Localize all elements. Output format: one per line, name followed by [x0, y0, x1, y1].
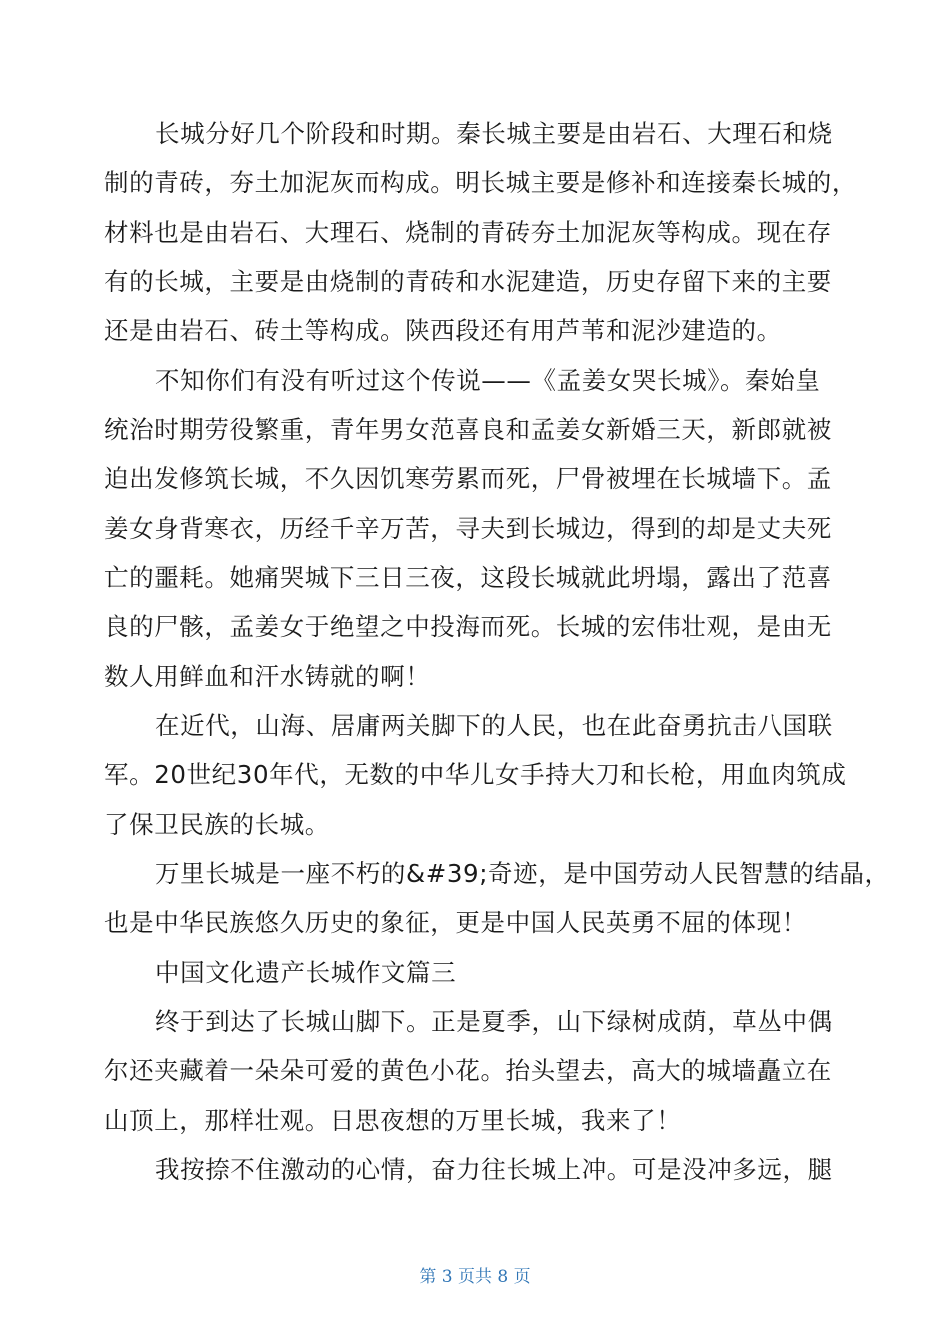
paragraph-line: 迫出发修筑长城，不久因饥寒劳累而死，尸骨被埋在长城墙下。孟 [104, 464, 832, 493]
paragraph-line: 军。20世纪30年代，无数的中华儿女手持大刀和长枪，用血肉筑成 [104, 760, 847, 789]
paragraph-line: 亡的噩耗。她痛哭城下三日三夜，这段长城就此坍塌，露出了范喜 [104, 563, 832, 592]
paragraph-line: 材料也是由岩石、大理石、烧制的青砖夯土加泥灰等构成。现在存 [104, 218, 832, 247]
paragraph-line: 也是中华民族悠久历史的象征，更是中国人民英勇不屈的体现！ [104, 908, 807, 937]
paragraph-line: 不知你们有没有听过这个传说——《孟姜女哭长城》。秦始皇 [155, 366, 821, 395]
paragraph-line: 尔还夹藏着一朵朵可爱的黄色小花。抬头望去，高大的城墙矗立在 [104, 1056, 832, 1085]
paragraph-line: 终于到达了长城山脚下。正是夏季，山下绿树成荫，草丛中偶 [155, 1007, 833, 1036]
page-number-footer: 第 3 页共 8 页 [419, 1267, 531, 1287]
paragraph-line: 山顶上，那样壮观。日思夜想的万里长城，我来了！ [104, 1106, 682, 1135]
paragraph-line: 了保卫民族的长城。 [104, 810, 330, 839]
paragraph-line: 姜女身背寒衣，历经千辛万苦，寻夫到长城边，得到的却是丈夫死 [104, 514, 832, 543]
paragraph-line: 长城分好几个阶段和时期。秦长城主要是由岩石、大理石和烧 [155, 119, 833, 148]
paragraph-line: 在近代，山海、居庸两关脚下的人民，也在此奋勇抗击八国联 [155, 711, 833, 740]
paragraph-line: 有的长城，主要是由烧制的青砖和水泥建造，历史存留下来的主要 [104, 267, 832, 296]
paragraph-line: 我按捺不住激动的心情，奋力往长城上冲。可是没冲多远，腿 [155, 1155, 833, 1184]
paragraph-line: 万里长城是一座不朽的&#39;奇迹，是中国劳动人民智慧的结晶， [155, 859, 890, 888]
section-heading: 中国文化遗产长城作文篇三 [155, 958, 457, 987]
paragraph-line: 还是由岩石、砖土等构成。陕西段还有用芦苇和泥沙建造的。 [104, 316, 782, 345]
paragraph-line: 制的青砖，夯土加泥灰而构成。明长城主要是修补和连接秦长城的， [104, 168, 857, 197]
paragraph-line: 统治时期劳役繁重，青年男女范喜良和孟姜女新婚三天，新郎就被 [104, 415, 832, 444]
paragraph-line: 良的尸骸，孟姜女于绝望之中投海而死。长城的宏伟壮观，是由无 [104, 612, 832, 641]
paragraph-line: 数人用鲜血和汗水铸就的啊！ [104, 662, 431, 691]
